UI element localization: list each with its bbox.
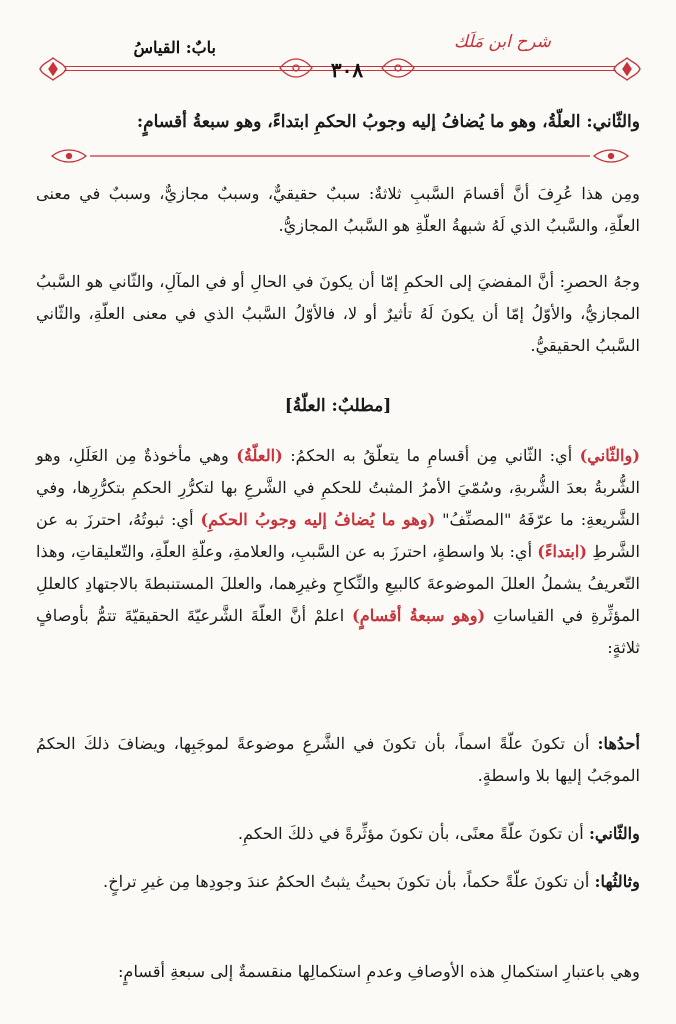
attribute-label: أحدُها:	[597, 734, 640, 753]
matn-quote: (ابتداءً)	[537, 542, 588, 561]
page-header	[34, 28, 646, 88]
paragraph-causes: ومِن هذا عُرِفَ أنَّ أقسامَ السَّببِ ثلاثةٌ: سببٌ حقيقيٌّ، وسببٌ مجازيٌّ، وسببٌ في معنى العلّةِ، والسَّببُ الذي لَهُ شبهةُ العلّةِ هو السَّببُ المجازيُّ.	[36, 184, 640, 235]
attribute-text: أن تكونَ علّةً معنًى، بأن تكونَ مؤثِّرةً في ذلكَ الحكمِ.	[237, 824, 589, 843]
commentary-text: أي: ثبوتُهُ، احترزَ به عن الشَّرطِ	[36, 510, 640, 561]
paragraph-third-attribute	[36, 866, 640, 898]
attribute-label: والثّاني:	[588, 824, 640, 843]
section-title: [مطلبٌ: العلّةُ]	[284, 396, 392, 416]
commentary-text: أي: بلا واسطةٍ، احترزَ به عن السَّببِ، والعلامةِ، وعلّةِ العلّةِ، والتّعليقاتِ، وهذا التّعريفُ يشملُ العللَ الموضوعةَ كالبيعِ والنِّكاحِ وغيرِهما، والعللَ المستنبطةَ بالاجتهادِ كالعللِ المؤثِّرةِ في القياساتِ	[36, 542, 641, 625]
matn-quote: (والثّاني)	[579, 446, 640, 465]
page-number: ٣٠٨	[330, 58, 364, 82]
attribute-text: أن تكونَ علّةً اسماً، بأن تكونَ في الشَّرعِ موضوعةً لموجَبِها، ويضافَ ذلكَ الحكمُ الموجَبُ إليها بلا واسطةٍ.	[36, 734, 640, 785]
floral-ornament-icon	[612, 56, 642, 82]
attribute-text: أن تكونَ علّةً حكماً، بأن تكونَ بحيثُ يثبتُ الحكمُ عندَ وجودِها مِن غيرِ تراخٍ.	[103, 872, 595, 891]
matn-quote: (وهو سبعةُ أقسامٍ)	[352, 606, 486, 625]
commentary-text: أي: الثّاني مِن أقسامِ ما يتعلّقُ به الحكمُ:	[282, 446, 580, 465]
paragraph-commentary	[36, 440, 640, 664]
running-title: بابٌ: القياسُ	[133, 38, 216, 57]
book-title: شرح ابن مَلَك	[454, 32, 551, 52]
matn-text: والثّاني: العلّةُ، وهو ما يُضافُ إليه وجوبُ الحكمِ ابتداءً، وهو سبعةُ أقسامٍ:	[136, 112, 640, 132]
matn-quote: (وهو ما يُضافُ إليه وجوبُ الحكمِ)	[200, 510, 436, 529]
page-number-frame	[272, 48, 422, 88]
paragraph-second-attribute	[36, 818, 640, 850]
matn-quote: (العلّةُ)	[236, 446, 283, 465]
ornamental-divider-icon	[50, 146, 630, 166]
attribute-label: وثالثُها:	[594, 872, 640, 891]
floral-ornament-icon	[38, 56, 68, 82]
commentary-text: وهي مأخوذةٌ مِن العَلَلِ، وهو الشُّربةُ بعدَ الشُّربةِ، وسُمّيَ الأمرُ المثبتُ للحكمِ في الشَّرعِ بها لتكرُّرِ الحكمِ بتكرُّرِها، وفي الشَّريعةِ: ما عرّفَهُ "المصنِّفُ"	[36, 446, 640, 529]
paragraph-first-attribute	[36, 728, 640, 792]
commentary-text: اعلمْ أنَّ العلّةَ الشَّرعيّةَ الحقيقيّةَ تتمُّ بأوصافٍ ثلاثةٍ:	[36, 606, 640, 657]
paragraph-restriction: وجهُ الحصرِ: أنَّ المفضيَ إلى الحكمِ إمّا أن يكونَ في الحالِ أو في المآلِ، والثّاني هو السَّببُ المجازيُّ، والأوّلُ إمّا أن يكونَ لَهُ تأثيرٌ أو لا، فالأوّلُ السَّببُ الذي في معنى العلّةِ، والثّاني السَّببُ الحقيقيُّ.	[36, 272, 640, 355]
paragraph-seven-divisions: وهي باعتبارِ استكمالِ هذه الأوصافِ وعدمِ استكمالِها منقسمةٌ إلى سبعةِ أقسامٍ:	[117, 962, 640, 981]
